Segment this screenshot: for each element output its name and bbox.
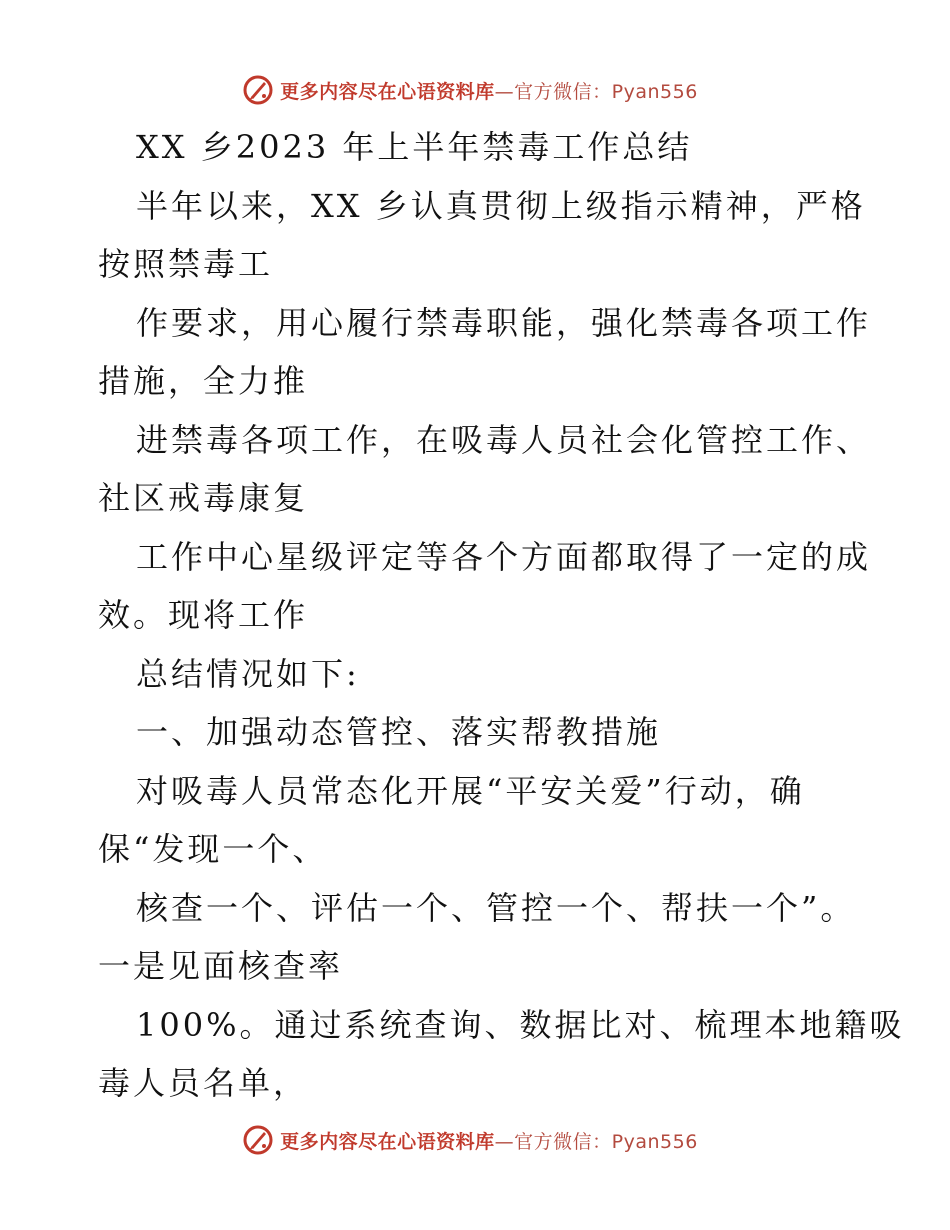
watermark-banner-bottom <box>0 1120 950 1160</box>
watermark-banner-top <box>0 70 950 110</box>
document-line: 按照禁毒工 <box>98 245 274 283</box>
watermark-contact: —官方微信：Pyan556 <box>494 1130 698 1153</box>
quill-logo-icon <box>242 74 274 106</box>
document-line: 一、加强动态管控、落实帮教措施 <box>136 713 662 751</box>
document-line: 总结情况如下: <box>136 654 360 693</box>
watermark-inner <box>242 1124 698 1156</box>
document-line: 措施，全力推 <box>98 362 309 400</box>
watermark-text <box>280 1127 698 1154</box>
quill-logo-icon <box>242 1124 274 1156</box>
watermark-text <box>280 77 698 104</box>
document-line: 半年以来，XX 乡认真贯彻上级指示精神，严格 <box>136 186 866 225</box>
document-line: 对吸毒人员常态化开展“平安关爱”行动，确 <box>136 771 805 810</box>
document-line: 核查一个、评估一个、管控一个、帮扶一个”。 <box>136 888 856 927</box>
document-line: 保“发现一个、 <box>98 830 328 868</box>
document-line: 一是见面核查率 <box>98 947 344 985</box>
watermark-brand: 更多内容尽在心语资料库 <box>280 1130 495 1153</box>
document-line: 效。现将工作 <box>98 596 309 634</box>
watermark-contact: —官方微信：Pyan556 <box>494 80 698 103</box>
watermark-inner <box>242 74 698 106</box>
document-line: XX 乡2023 年上半年禁毒工作总结 <box>136 128 693 166</box>
document-line: 毒人员名单， <box>98 1064 309 1102</box>
document-line: 进禁毒各项工作，在吸毒人员社会化管控工作、 <box>136 420 872 459</box>
document-line: 作要求，用心履行禁毒职能，强化禁毒各项工作 <box>136 303 872 342</box>
document-line: 工作中心星级评定等各个方面都取得了一定的成 <box>136 537 872 576</box>
document-line: 社区戒毒康复 <box>98 479 309 517</box>
watermark-brand: 更多内容尽在心语资料库 <box>280 80 495 103</box>
document-body <box>98 118 905 1113</box>
document-line: 100%。通过系统查询、数据比对、梳理本地籍吸 <box>136 1005 905 1044</box>
